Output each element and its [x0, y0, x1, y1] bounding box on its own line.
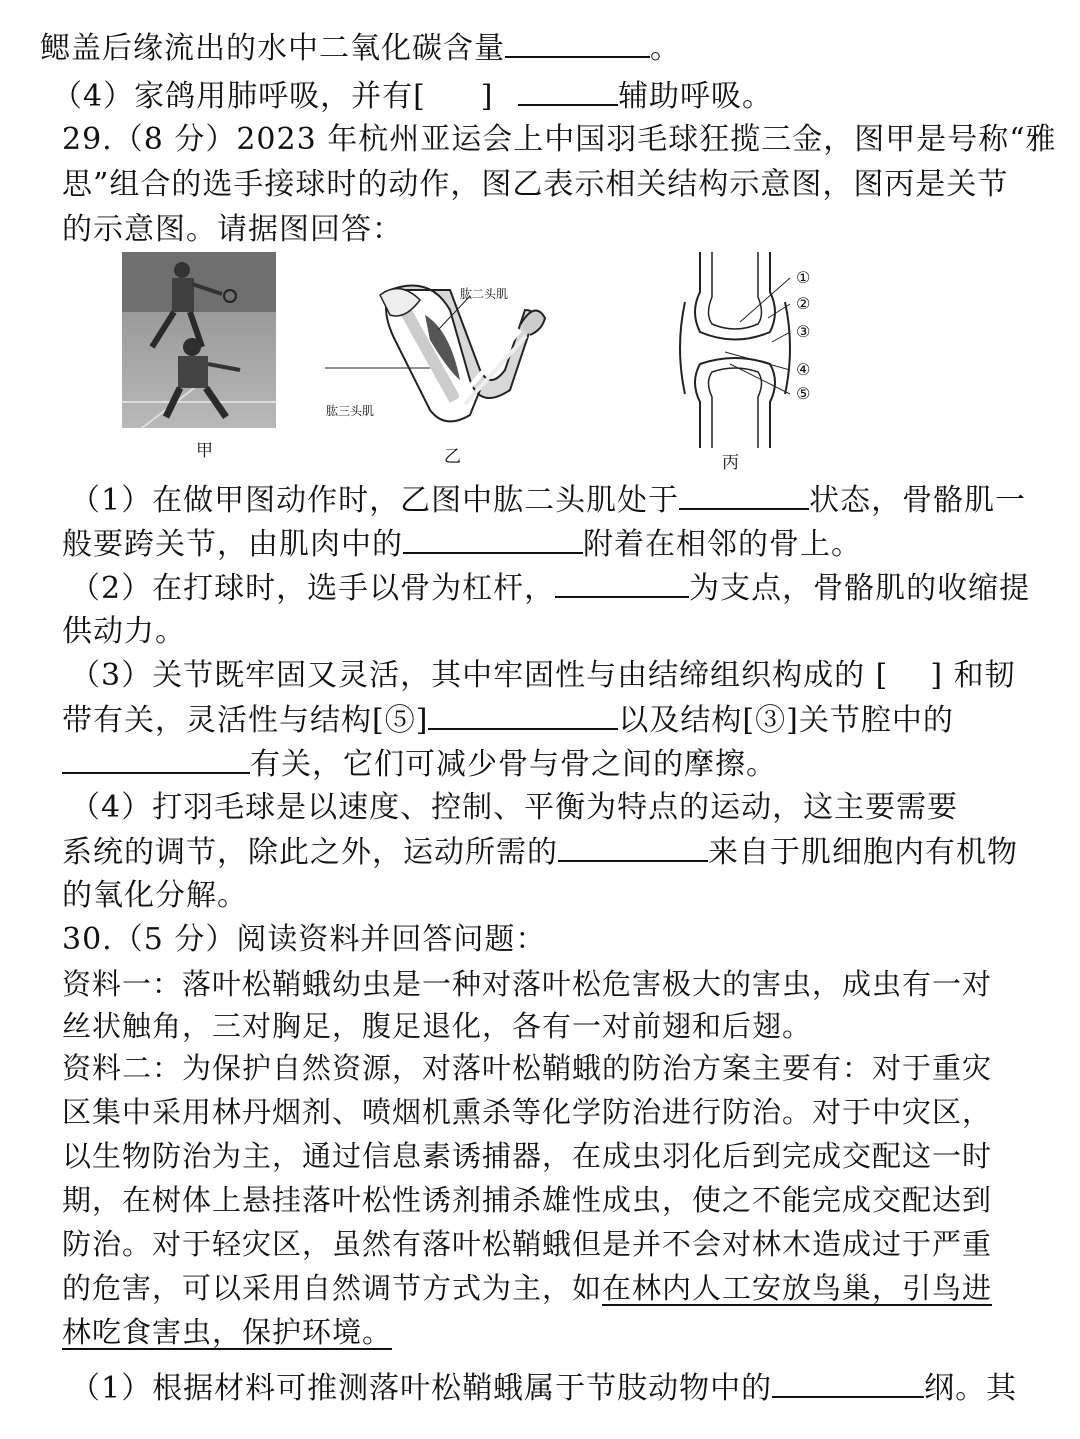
sub-question-3-line-3 — [62, 744, 777, 785]
line-text: 般要跨关节，由肌肉中的 — [62, 527, 403, 562]
line-text: ] 和韧 — [930, 658, 1016, 693]
badminton-players-image — [122, 252, 276, 428]
joint-label-5: ⑤ — [796, 384, 811, 403]
line-text: 鳃盖后缘流出的水中二氧化碳含量 — [40, 31, 505, 66]
sub-question-4-line-1: （4）打羽毛球是以速度、控制、平衡为特点的运动，这主要需要 — [70, 790, 959, 825]
label-biceps: 肱二头肌 — [460, 287, 509, 301]
caption-bing: 丙 — [722, 453, 739, 473]
line-text: （2）在打球时，选手以骨为杠杆， — [70, 571, 556, 606]
answer-blank[interactable] — [679, 480, 809, 510]
sub-question-1-line-1 — [70, 480, 1026, 521]
text-line-2 — [52, 76, 773, 117]
material-1-line-2: 丝状触角，三对胸足，腹足退化，各有一对前翅和后翅。 — [62, 1009, 813, 1043]
material-2-line-2: 区集中采用林丹烟剂、喷烟机熏杀等化学防治进行防治。对于中灾区， — [62, 1095, 993, 1129]
underlined-text: 林吃食害虫，保护环境。 — [62, 1315, 393, 1349]
line-text: 辅助呼吸。 — [618, 79, 774, 114]
joint-label-3: ③ — [796, 322, 811, 341]
joint-label-1: ① — [796, 268, 811, 287]
caption-yi: 乙 — [444, 447, 461, 467]
line-text: 有关，它们可减少骨与骨之间的摩擦。 — [250, 747, 777, 782]
line-text: （1）根据材料可推测落叶松鞘蛾属于节肢动物中的 — [70, 1371, 773, 1406]
line-text: 为支点，骨骼肌的收缩提 — [689, 571, 1031, 606]
answer-blank[interactable] — [62, 744, 250, 774]
line-text: 状态，骨骼肌一 — [809, 483, 1027, 518]
sub-question-2-line-2: 供动力。 — [62, 614, 186, 649]
material-2-line-3: 以生物防治为主，通过信息素诱捕器，在成虫羽化后到完成交配这一时 — [62, 1139, 993, 1173]
material-2-line-7 — [62, 1312, 392, 1352]
line-text: 附着在相邻的骨上。 — [583, 527, 862, 562]
sub-question-3-line-2 — [62, 700, 954, 741]
underlined-text: 在林内人工安放鸟巢，引鸟进 — [602, 1271, 993, 1305]
line-text: 来自于肌细胞内有机物 — [708, 835, 1018, 870]
badminton-photo — [122, 252, 276, 428]
answer-blank[interactable] — [558, 832, 708, 862]
material-2-line-1: 资料二：为保护自然资源，对落叶松鞘蛾的防治方案主要有：对于重灾 — [62, 1051, 993, 1085]
material-2-line-6 — [62, 1268, 992, 1308]
line-text: 的危害，可以采用自然调节方式为主，如 — [62, 1271, 603, 1305]
answer-blank[interactable] — [403, 524, 583, 554]
line-text: （1）在做甲图动作时，乙图中肱二头肌处于 — [70, 483, 680, 518]
answer-blank[interactable] — [505, 28, 650, 58]
answer-blank[interactable] — [518, 76, 618, 106]
line-text: 。 — [650, 31, 681, 66]
question-30-title: 30.（5 分）阅读资料并回答问题： — [62, 922, 547, 957]
answer-blank[interactable] — [772, 1368, 924, 1398]
line-text: 纲。其 — [924, 1371, 1018, 1406]
sub-question-2-line-1 — [70, 568, 1030, 609]
line-text: 带有关，灵活性与结构[⑤] — [62, 703, 429, 738]
joint-label-4: ④ — [796, 360, 811, 379]
label-triceps: 肱三头肌 — [326, 404, 375, 418]
line-text: （3）关节既牢固又灵活，其中牢固性与由结缔组织构成的 [ — [70, 658, 889, 693]
caption-jia: 甲 — [196, 441, 213, 461]
answer-blank[interactable] — [555, 568, 689, 598]
line-text: ] — [480, 79, 494, 114]
question-29-line-2: 思”组合的选手接球时的动作，图乙表示相关结构示意图，图丙是关节 — [62, 167, 1009, 202]
sub-question-4-line-2 — [62, 832, 1018, 873]
line-text: 系统的调节，除此之外，运动所需的 — [62, 835, 558, 870]
joint-label-2: ② — [796, 294, 811, 313]
material-2-line-5: 防治。对于轻灾区，虽然有落叶松鞘蛾但是并不会对林木造成过于严重 — [62, 1227, 993, 1261]
material-2-line-4: 期，在树体上悬挂落叶松性诱剂捕杀雄性成虫，使之不能完成交配达到 — [62, 1183, 993, 1217]
sub-question-1-line-2 — [62, 524, 862, 565]
sub-question-3-line-1 — [70, 656, 1016, 696]
answer-blank[interactable] — [428, 700, 618, 730]
line-text: （4）家鸽用肺呼吸，并有[ — [52, 79, 426, 114]
text-line-1 — [40, 28, 681, 69]
question-29-line-1: 29.（8 分）2023 年杭州亚运会上中国羽毛球狂揽三金，图甲是号称“雅 — [62, 122, 1057, 157]
line-text: 以及结构[③]关节腔中的 — [618, 703, 954, 738]
question-29-line-3: 的示意图。请据图回答： — [62, 212, 403, 247]
question-30-sub-1 — [70, 1368, 1017, 1409]
sub-question-4-line-3: 的氧化分解。 — [62, 878, 248, 913]
material-1-line-1: 资料一：落叶松鞘蛾幼虫是一种对落叶松危害极大的害虫，成虫有一对 — [62, 967, 993, 1001]
